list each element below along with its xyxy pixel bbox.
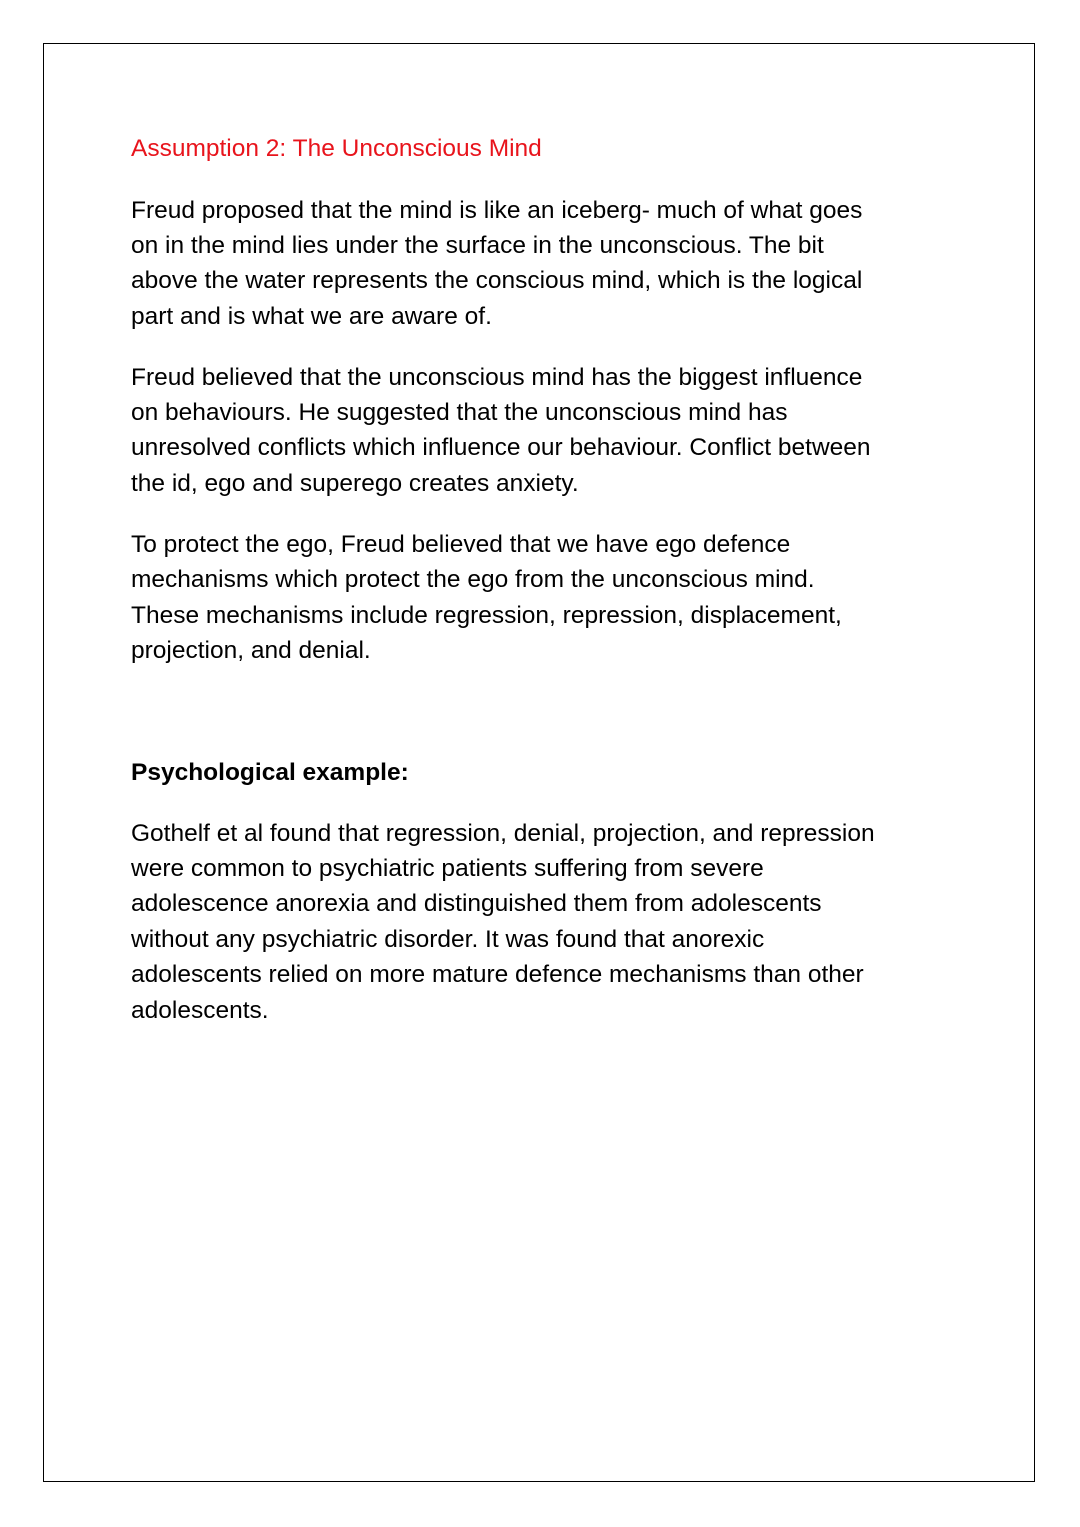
text-line: were common to psychiatric patients suffering from severe: [131, 855, 764, 882]
text-line: adolescents.: [131, 997, 269, 1024]
text-line: part and is what we are aware of.: [131, 303, 492, 330]
text-line: Freud believed that the unconscious mind has the biggest influence: [131, 364, 863, 391]
text-line: mechanisms which protect the ego from the unconscious mind.: [131, 566, 815, 593]
text-line: without any psychiatric disorder. It was found that anorexic: [131, 926, 765, 953]
text-line: above the water represents the conscious mind, which is the logical: [131, 267, 863, 294]
section-heading: Assumption 2: The Unconscious Mind: [131, 135, 542, 162]
text-line: adolescents relied on more mature defence mechanisms than other: [131, 961, 864, 988]
text-line: on behaviours. He suggested that the unconscious mind has: [131, 399, 788, 426]
text-line: the id, ego and superego creates anxiety.: [131, 470, 579, 497]
text-line: Gothelf et al found that regression, denial, projection, and repression: [131, 820, 875, 847]
text-line: To protect the ego, Freud believed that we have ego defence: [131, 531, 791, 558]
text-line: These mechanisms include regression, repression, displacement,: [131, 602, 842, 629]
text-line: projection, and denial.: [131, 637, 371, 664]
text-line: unresolved conflicts which influence our behaviour. Conflict between: [131, 434, 871, 461]
text-line: Freud proposed that the mind is like an iceberg- much of what goes: [131, 197, 863, 224]
example-heading: Psychological example:: [131, 759, 409, 786]
text-line: on in the mind lies under the surface in the unconscious. The bit: [131, 232, 824, 259]
text-line: adolescence anorexia and distinguished them from adolescents: [131, 890, 822, 917]
